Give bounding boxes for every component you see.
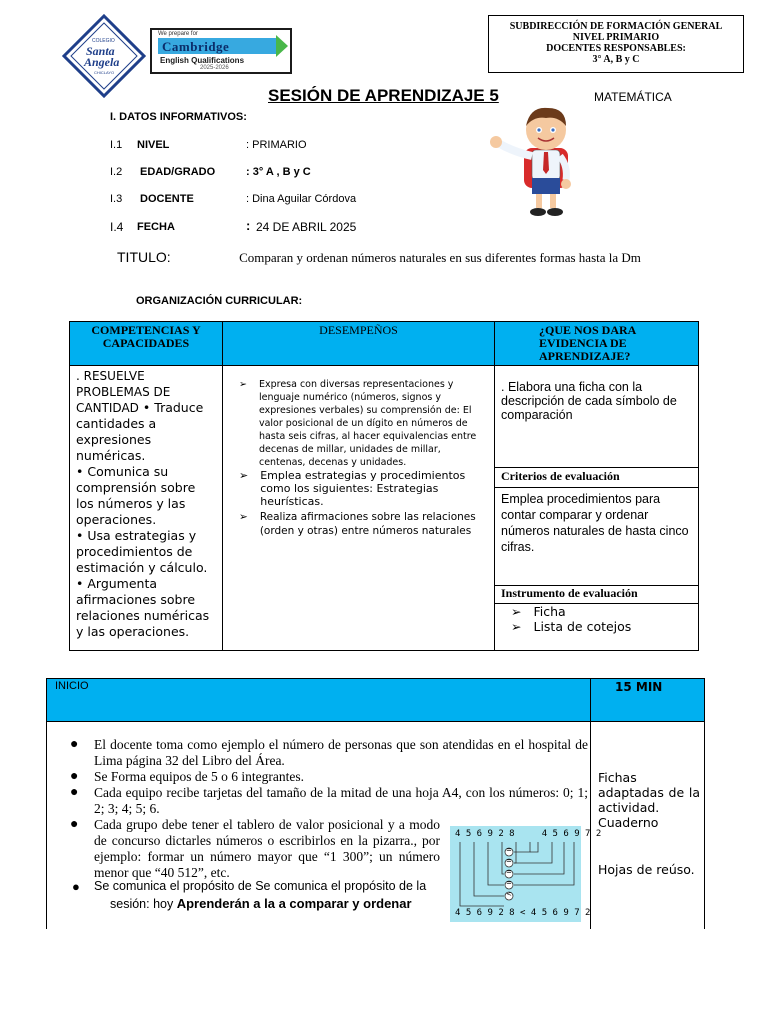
desempeno-item: ➢ Realiza afirmaciones sobre las relaciones (orden y otras) entre números naturales: [239, 511, 476, 537]
cambridge-brand: Cambridge: [162, 39, 230, 54]
session-title: SESIÓN DE APRENDIZAJE 5: [268, 86, 499, 105]
grado-value: : 3° A , B y C: [246, 166, 311, 178]
inicio-bullet: ● Se Forma equipos de 5 o 6 integrantes.: [70, 769, 304, 784]
student-illustration: [486, 104, 606, 222]
subdirection-box: [488, 15, 744, 73]
organizacion-heading: ORGANIZACIÓN CURRICULAR:: [136, 295, 303, 307]
materials-text-1: Fichas adaptadas de la actividad. Cuaderno: [598, 770, 700, 830]
competencia-lead: . RESUELVE PROBLEMAS DE CANTIDAD: [76, 369, 171, 415]
level-line: NIVEL PRIMARIO: [572, 32, 660, 43]
inicio-bullet: ● Cada grupo debe tener el tablero de valor posicional y a modo de concurso dictarles números o escribirlos en la pizarra., por ejemplo: formar un número mayor que “1 300”; un número menor que “40 512”, etc.: [70, 817, 440, 880]
grades-line: 3° A, B y C: [592, 54, 640, 65]
competencia-item: • Usa estrategias y procedimientos de estimación y cálculo.: [76, 528, 208, 575]
cambridge-tagline: We prepare for: [158, 31, 198, 37]
competencia-item: • Comunica su comprensión sobre los números y las operaciones.: [76, 464, 196, 527]
desempeno-item: ➢ Expresa con diversas representaciones y lenguaje numérico (números, signos y expresiones verbales) su comprensión de: El valor posicional de un dígito en números de hasta seis cifras, al hacer equivalencias entre decenas de millar, unidades de millar, centenas, decenas y unidades.: [239, 379, 477, 468]
inicio-right-border: [704, 721, 705, 929]
instrument-item: ➢ Ficha: [511, 604, 566, 619]
bullet-dot-icon: ●: [70, 817, 79, 832]
arrow-bullet-icon: ➢: [511, 604, 522, 619]
titulo-label: TITULO:: [117, 249, 171, 265]
inicio-label: INICIO: [46, 678, 591, 722]
datos-heading: I. DATOS INFORMATIVOS:: [110, 111, 247, 123]
comparison-figure: [450, 826, 602, 922]
bullet-dot-icon: ●: [72, 879, 80, 894]
cambridge-qualifications: English Qualifications: [160, 56, 245, 65]
header-competencias: COMPETENCIAS Y CAPACIDADES: [69, 321, 223, 366]
bullet-dot-icon: ●: [70, 785, 79, 800]
instrumento-cell: [494, 603, 699, 651]
figure-symbol: =: [506, 879, 512, 887]
arrow-bullet-icon: ➢: [239, 469, 249, 482]
titulo-text: Comparan y ordenan números naturales en sus diferentes formas hasta la Dm: [239, 250, 641, 265]
cambridge-logo: [150, 28, 292, 74]
inicio-left-border: [46, 721, 47, 929]
instrumento-title: Instrumento de evaluación: [494, 585, 699, 604]
arrow-bullet-icon: ➢: [239, 511, 248, 523]
bullet-dot: •: [142, 400, 151, 415]
bullet-dot-icon: ●: [70, 769, 79, 784]
instrument-item: ➢ Lista de cotejos: [511, 619, 632, 634]
grado-label: EDAD/GRADO: [140, 166, 216, 178]
competencia-lead-rest: Traduce cantidades a expresiones numéricas.: [76, 400, 204, 463]
cambridge-years: 2025-2026: [200, 65, 229, 71]
row-num-3: I.3: [110, 193, 123, 205]
nivel-value: : PRIMARIO: [246, 139, 307, 151]
criterios-cell: Emplea procedimientos para contar comparar y ordenar números naturales de hasta cinco cifras.: [494, 487, 699, 586]
inicio-mid-border: [590, 721, 591, 929]
subdirection-line: SUBDIRECCIÓN DE FORMACIÓN GENERAL: [509, 21, 723, 32]
figure-symbol: =: [506, 846, 512, 854]
arrow-bullet-icon: ➢: [511, 619, 522, 634]
competencias-cell: [69, 365, 223, 651]
fecha-colon: :: [246, 218, 251, 233]
inicio-time: 15 MIN: [590, 678, 705, 722]
materials-text-2: Hojas de reúso.: [598, 862, 695, 877]
figure-symbol: =: [506, 857, 512, 865]
criterios-title: Criterios de evaluación: [494, 467, 699, 488]
nivel-label: NIVEL: [137, 139, 170, 151]
arrow-bullet-icon: ➢: [239, 379, 247, 390]
fecha-label: FECHA: [137, 221, 175, 233]
docente-value: : Dina Aguilar Córdova: [246, 193, 357, 205]
desempenos-cell: [222, 365, 495, 651]
figure-bottom-comparison: 4 5 6 9 2 8 < 4 5 6 9 7 2: [455, 908, 591, 918]
evidencia-cell: . Elabora una ficha con la descripción de cada símbolo de comparación: [494, 365, 699, 468]
inicio-bullet: ● Cada equipo recibe tarjetas del tamaño de la mitad de una hoja A4, con los números: 0; 1; 2; 3; 4; 5; 6.: [70, 785, 588, 816]
subject-label: MATEMÁTICA: [594, 90, 672, 104]
santa-angela-logo: COLEGIO Santa Angela CHICLAYO: [62, 14, 146, 98]
desempeno-item: ➢ Emplea estrategias y procedimientos como los siguientes: Estrategias heurísticas.: [239, 469, 466, 508]
fecha-value: 24 DE ABRIL 2025: [256, 220, 357, 234]
docente-label: DOCENTE: [140, 193, 194, 205]
figure-symbol: <: [506, 890, 512, 898]
header-evidencia: ¿QUE NOS DARA EVIDENCIA DE APRENDIZAJE?: [494, 321, 699, 366]
teachers-line: DOCENTES RESPONSABLES:: [546, 43, 686, 54]
inicio-bullet: ● El docente toma como ejemplo el número de personas que son atendidas en el hospital de Lima página 32 del Libro del Área.: [70, 737, 588, 768]
inicio-last-bullet: ● Se comunica el propósito de Se comunica el propósito de la sesión: hoy Aprenderán a la a comparar y ordenar: [72, 879, 427, 911]
bullet-dot-icon: ●: [70, 737, 79, 752]
row-num-4: I.4: [110, 220, 124, 234]
figure-symbol: =: [506, 868, 512, 876]
figure-top-numbers: 4 5 6 9 2 8 4 5 6 9 7 2: [455, 829, 602, 839]
row-num-1: I.1: [110, 139, 123, 151]
competencia-item: • Argumenta afirmaciones sobre relaciones numéricas y las operaciones.: [76, 576, 210, 639]
header-desempenos: DESEMPEÑOS: [222, 321, 495, 366]
row-num-2: I.2: [110, 166, 123, 178]
